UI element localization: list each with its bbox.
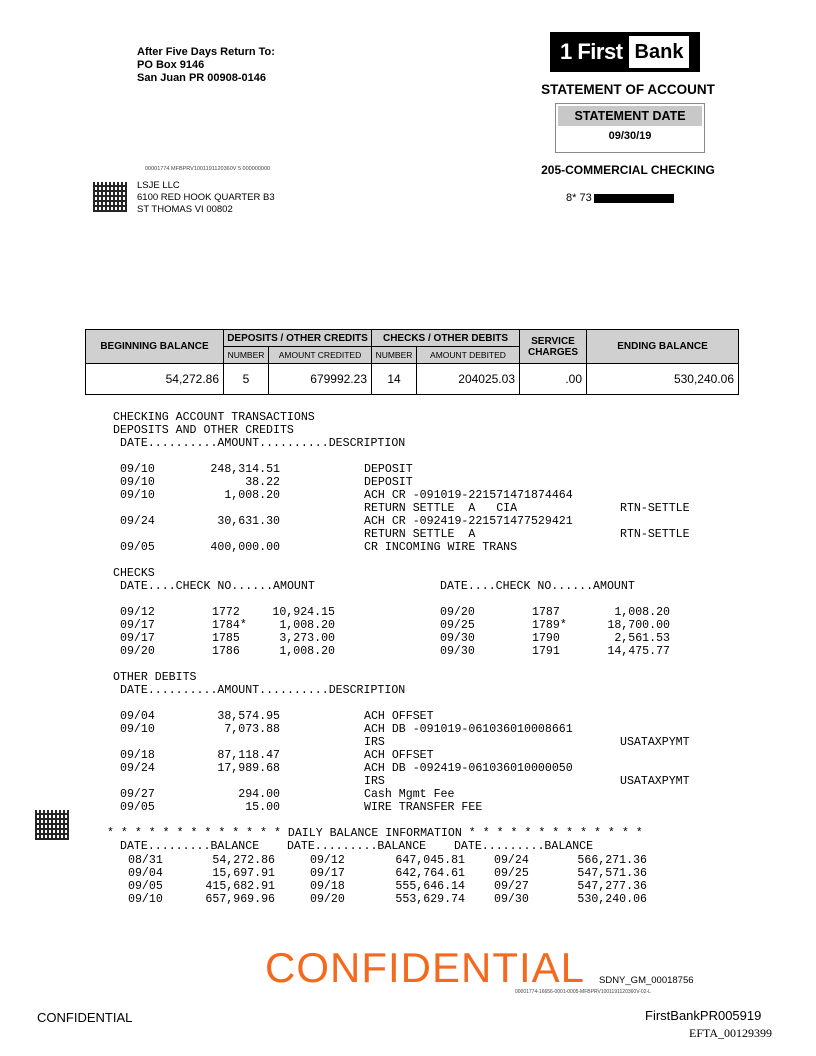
daily-date: 09/27 (494, 880, 529, 893)
debit-description: ACH DB -092419-061036010000050 (364, 762, 573, 775)
check-date: 09/17 (120, 619, 155, 632)
amount-credited-header: AMOUNT CREDITED (269, 347, 372, 364)
check-date: 09/20 (440, 606, 475, 619)
debits-title: OTHER DEBITS (113, 671, 197, 684)
daily-date: 09/12 (310, 854, 345, 867)
daily-date: 08/31 (128, 854, 163, 867)
deposits-title: DEPOSITS AND OTHER CREDITS (113, 424, 294, 437)
daily-balance: 555,646.14 (395, 880, 465, 893)
return-line: San Juan PR 00908-0146 (137, 72, 267, 84)
check-number: 1791 (532, 645, 560, 658)
qr-code-icon (35, 810, 69, 840)
deposit-amount: 248,314.51 (210, 463, 280, 476)
deposit-description: RETURN SETTLE A CIA (364, 502, 518, 515)
statement-title: STATEMENT OF ACCOUNT (541, 82, 715, 97)
check-date: 09/30 (440, 645, 475, 658)
daily-balance: 530,240.06 (577, 893, 647, 906)
check-amount: 14,475.77 (607, 645, 670, 658)
daily-balance-title: * * * * * * * * * * * * * DAILY BALANCE INFORMATION * * * * * * * * * * * * * (107, 827, 643, 840)
debit-description: WIRE TRANSFER FEE (364, 801, 483, 814)
daily-date: 09/30 (494, 893, 529, 906)
checks-column-header-right: DATE....CHECK NO......AMOUNT (440, 580, 635, 593)
logo-first: 1 First (560, 39, 623, 64)
service-charges-header: SERVICE CHARGES (520, 330, 587, 364)
debit-date: 09/27 (120, 788, 155, 801)
debit-amount: 17,989.68 (217, 762, 280, 775)
check-date: 09/17 (120, 632, 155, 645)
deposit-number-header: NUMBER (224, 347, 269, 364)
deposit-description: ACH CR -092419-221571477529421 (364, 515, 573, 528)
daily-date: 09/25 (494, 867, 529, 880)
deposit-date: 09/10 (120, 476, 155, 489)
check-amount: 18,700.00 (607, 619, 670, 632)
debit-date: 09/04 (120, 710, 155, 723)
firstbank-logo (550, 32, 700, 72)
debit-date: 09/10 (120, 723, 155, 736)
deposit-amount: 400,000.00 (210, 541, 280, 554)
check-date: 09/25 (440, 619, 475, 632)
sdny-bates-number: SDNY_GM_00018756 (599, 975, 694, 986)
check-date: 09/20 (120, 645, 155, 658)
account-number (566, 192, 674, 204)
ending-balance-header: ENDING BALANCE (587, 330, 739, 364)
deposit-amount: 679992.23 (269, 364, 372, 395)
deposit-description: DEPOSIT (364, 463, 413, 476)
return-address (137, 46, 275, 85)
check-date: 09/12 (120, 606, 155, 619)
deposit-description: ACH CR -091019-221571471874464 (364, 489, 573, 502)
redaction-bar (594, 194, 674, 203)
mailing-address (137, 180, 275, 216)
deposit-description: DEPOSIT (364, 476, 413, 489)
statement-date-value: 09/30/19 (608, 130, 652, 142)
return-line: PO Box 9146 (137, 59, 205, 71)
deposit-date: 09/10 (120, 463, 155, 476)
daily-balance: 566,271.36 (577, 854, 647, 867)
deposit-extra: RTN-SETTLE (620, 528, 690, 541)
debit-description: Cash Mgmt Fee (364, 788, 455, 801)
daily-balance: 553,629.74 (395, 893, 465, 906)
debit-description: ACH DB -091019-061036010008661 (364, 723, 573, 736)
statement-date-box (555, 103, 705, 153)
daily-date: 09/04 (128, 867, 163, 880)
return-line: After Five Days Return To: (137, 46, 275, 58)
deposit-amount: 1,008.20 (224, 489, 280, 502)
check-number-header: NUMBER (372, 347, 417, 364)
check-number: 1772 (212, 606, 240, 619)
check-number: 1785 (212, 632, 240, 645)
debit-extra: USATAXPYMT (620, 736, 690, 749)
sdny-sub-code: 00001774-16656-0001-0005-MFBPRV1001191120360V-02-L (515, 989, 651, 995)
logo-bank: Bank (629, 36, 690, 68)
debit-amount: 7,073.88 (224, 723, 280, 736)
deposit-extra: RTN-SETTLE (620, 502, 690, 515)
debits-column-header: DATE..........AMOUNT..........DESCRIPTION (120, 684, 406, 697)
check-date: 09/30 (440, 632, 475, 645)
transactions-title: CHECKING ACCOUNT TRANSACTIONS (113, 411, 315, 424)
daily-balance: 642,764.61 (395, 867, 465, 880)
confidential-watermark: CONFIDENTIAL (265, 944, 586, 991)
mailing-barcode-text: 00001774 MFBPRV1001191120360V 5 000000000 (145, 166, 271, 172)
deposits-header: DEPOSITS / OTHER CREDITS (224, 330, 372, 347)
checks-column-header-left: DATE....CHECK NO......AMOUNT (120, 580, 315, 593)
daily-balance-header: DATE.........BALANCE DATE.........BALANCE DATE.........BALANCE (120, 840, 594, 853)
checks-title: CHECKS (113, 567, 155, 580)
daily-balance: 547,571.36 (577, 867, 647, 880)
deposit-amount: 30,631.30 (217, 515, 280, 528)
debit-date: 09/18 (120, 749, 155, 762)
deposits-column-header: DATE..........AMOUNT..........DESCRIPTION (120, 437, 406, 450)
check-number: 1784* (212, 619, 247, 632)
daily-date: 09/24 (494, 854, 529, 867)
deposit-date: 09/05 (120, 541, 155, 554)
daily-balance: 647,045.81 (395, 854, 465, 867)
check-number: 1789* (532, 619, 567, 632)
check-amount: 3,273.00 (279, 632, 335, 645)
check-amount: 10,924.15 (272, 606, 335, 619)
amount-debited-header: AMOUNT DEBITED (417, 347, 520, 364)
deposit-description: CR INCOMING WIRE TRANS (364, 541, 518, 554)
daily-balance: 657,969.96 (205, 893, 275, 906)
debit-amount: 294.00 (238, 788, 280, 801)
account-number-prefix: 8* 73 (566, 192, 592, 204)
check-amount: 2,561.53 (614, 632, 670, 645)
statement-date-label: STATEMENT DATE (558, 106, 702, 126)
check-amount: 1,008.20 (279, 645, 335, 658)
daily-balance: 547,277.36 (577, 880, 647, 893)
address-line: ST THOMAS VI 00802 (137, 204, 233, 215)
daily-date: 09/20 (310, 893, 345, 906)
daily-date: 09/05 (128, 880, 163, 893)
check-number: 1790 (532, 632, 560, 645)
check-amount: 1,008.20 (614, 606, 670, 619)
debit-description: IRS (364, 775, 385, 788)
debit-amount: 204025.03 (417, 364, 520, 395)
check-number: 1787 (532, 606, 560, 619)
check-number: 1786 (212, 645, 240, 658)
check-amount: 1,008.20 (279, 619, 335, 632)
debit-amount: 38,574.95 (217, 710, 280, 723)
daily-balance: 15,697.91 (212, 867, 275, 880)
check-count: 14 (372, 364, 417, 395)
deposit-date: 09/10 (120, 489, 155, 502)
checks-header: CHECKS / OTHER DEBITS (372, 330, 520, 347)
address-line: 6100 RED HOOK QUARTER B3 (137, 192, 275, 203)
service-charges-value: .00 (520, 364, 587, 395)
debit-description: ACH OFFSET (364, 710, 434, 723)
firstbank-bates-number: FirstBankPR005919 (645, 1008, 762, 1023)
ending-balance-value: 530,240.06 (587, 364, 739, 395)
qr-code-icon (93, 182, 127, 212)
daily-date: 09/18 (310, 880, 345, 893)
debit-description: ACH OFFSET (364, 749, 434, 762)
account-summary-table (85, 329, 739, 395)
debit-date: 09/05 (120, 801, 155, 814)
beginning-balance-header: BEGINNING BALANCE (86, 330, 224, 364)
account-type: 205-COMMERCIAL CHECKING (541, 163, 715, 177)
debit-extra: USATAXPYMT (620, 775, 690, 788)
deposit-date: 09/24 (120, 515, 155, 528)
confidential-label: CONFIDENTIAL (37, 1010, 133, 1025)
debit-date: 09/24 (120, 762, 155, 775)
daily-balance: 415,682.91 (205, 880, 275, 893)
deposit-amount: 38.22 (245, 476, 280, 489)
address-line: LSJE LLC (137, 180, 180, 191)
deposit-count: 5 (224, 364, 269, 395)
daily-date: 09/17 (310, 867, 345, 880)
efta-number: EFTA_00129399 (689, 1026, 773, 1040)
daily-balance: 54,272.86 (212, 854, 275, 867)
debit-amount: 87,118.47 (217, 749, 280, 762)
debit-amount: 15.00 (245, 801, 280, 814)
beginning-balance-value: 54,272.86 (86, 364, 224, 395)
debit-description: IRS (364, 736, 385, 749)
deposit-description: RETURN SETTLE A (364, 528, 476, 541)
daily-date: 09/10 (128, 893, 163, 906)
